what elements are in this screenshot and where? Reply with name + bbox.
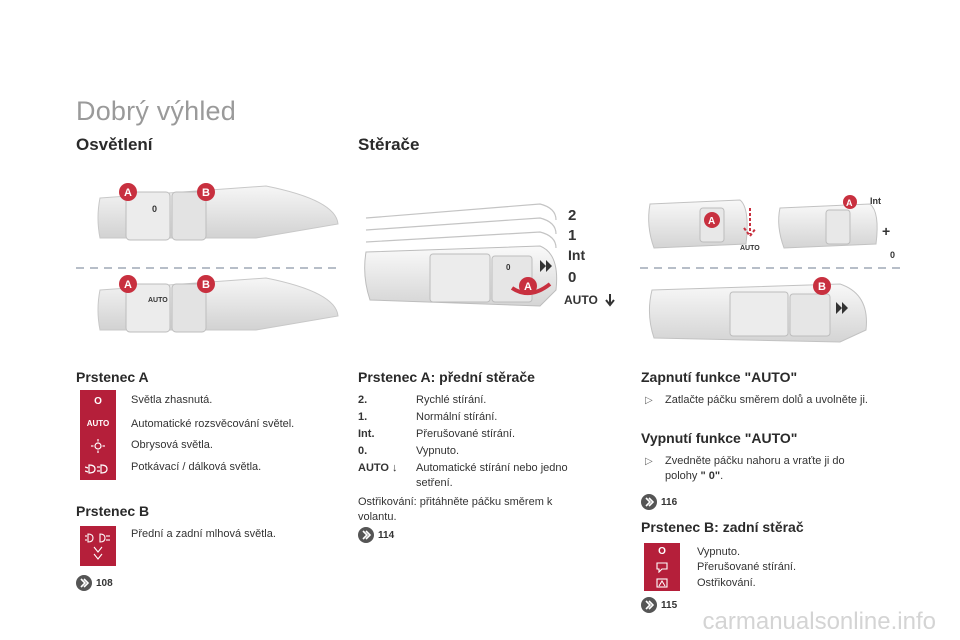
rear-intermittent-text: Přerušované stírání. bbox=[697, 561, 797, 573]
auto-on-instruction: ▷ Zatlačte páčku směrem dolů a uvolněte ji. bbox=[645, 394, 868, 406]
ring-b-icon-column bbox=[80, 526, 116, 566]
ring-b-heading: Prstenec B bbox=[76, 503, 150, 519]
auto-stalk-figure bbox=[640, 190, 902, 350]
ring-b-fog-text: Přední a zadní mlhová světla. bbox=[131, 528, 276, 540]
svg-text:0: 0 bbox=[506, 263, 511, 272]
bullet-icon: ▷ bbox=[645, 456, 653, 467]
svg-text:AUTO: AUTO bbox=[740, 245, 760, 252]
position-1-label: 1 bbox=[568, 227, 577, 244]
ring-a-heading: Prstenec A bbox=[76, 369, 149, 385]
svg-text:A: A bbox=[124, 187, 132, 199]
lighting-stalk-figure bbox=[76, 178, 340, 348]
washer-icon bbox=[644, 575, 680, 591]
auto-on-heading: Zapnutí funkce "AUTO" bbox=[641, 369, 798, 385]
auto-off-heading: Vypnutí funkce "AUTO" bbox=[641, 430, 798, 446]
zero-mark: 0 bbox=[152, 204, 158, 214]
svg-text:A: A bbox=[124, 279, 132, 291]
wiper-row: 1. Normální stírání. bbox=[358, 411, 498, 423]
page-link-icon bbox=[641, 597, 657, 613]
auto-icon: AUTO bbox=[86, 419, 110, 429]
wiper-stalk-figure bbox=[360, 190, 622, 322]
auto-off-instruction: ▷ Zvedněte páčku nahoru a vraťte ji do polohy " 0". bbox=[645, 455, 845, 482]
page-ref-108[interactable]: 108 bbox=[76, 575, 113, 591]
page-link-icon bbox=[641, 494, 657, 510]
rear-washer-text: Ostřikování. bbox=[697, 577, 756, 589]
svg-text:+: + bbox=[882, 223, 891, 239]
washing-instruction: Ostřikování: přitáhněte páčku směrem k volantu. bbox=[358, 496, 553, 523]
sidelights-icon bbox=[80, 435, 116, 458]
off-icon: O bbox=[658, 545, 666, 557]
rear-wiper-heading: Prstenec B: zadní stěrač bbox=[641, 519, 804, 535]
svg-text:A: A bbox=[708, 216, 716, 227]
wiper-row: 0. Vypnuto. bbox=[358, 445, 460, 457]
page-link-icon bbox=[76, 575, 92, 591]
page-ref-114[interactable]: 114 bbox=[358, 527, 394, 543]
front-wipers-heading: Prstenec A: přední stěrače bbox=[358, 369, 535, 385]
page-ref-115[interactable]: 115 bbox=[641, 597, 677, 613]
position-int-label: Int bbox=[568, 247, 586, 263]
dipped-main-beam-icon bbox=[80, 458, 116, 481]
rear-off-text: Vypnuto. bbox=[697, 546, 741, 558]
bullet-icon: ▷ bbox=[645, 395, 653, 406]
off-icon: O bbox=[94, 395, 102, 407]
svg-text:Int: Int bbox=[870, 196, 881, 206]
position-2-label: 2 bbox=[568, 207, 577, 224]
ring-a-sidelights-text: Obrysová světla. bbox=[131, 439, 213, 451]
ring-a-icon-column bbox=[80, 390, 116, 480]
lighting-heading: Osvětlení bbox=[76, 135, 153, 154]
fog-lights-icon bbox=[80, 526, 116, 566]
wipers-heading: Stěrače bbox=[358, 135, 420, 154]
page-link-icon bbox=[358, 527, 374, 543]
page-ref-116[interactable]: 116 bbox=[641, 494, 677, 510]
wiper-row: Int. Přerušované stírání. bbox=[358, 428, 516, 440]
position-0-label: 0 bbox=[568, 269, 577, 286]
page-title: Dobrý výhled bbox=[76, 96, 236, 126]
ring-a-beam-text: Potkávací / dálková světla. bbox=[131, 461, 262, 473]
front-wiper-positions bbox=[358, 393, 598, 525]
auto-mark: AUTO bbox=[148, 297, 168, 304]
rear-wiper-icon-column bbox=[644, 543, 680, 591]
watermark: carmanualsonline.info bbox=[702, 608, 936, 635]
down-arrow-icon bbox=[606, 294, 614, 305]
svg-text:A: A bbox=[846, 198, 853, 208]
ring-a-off-text: Světla zhasnutá. bbox=[131, 394, 213, 406]
svg-text:0: 0 bbox=[890, 250, 896, 260]
wiper-row: 2. Rychlé stírání. bbox=[358, 394, 487, 406]
svg-text:A: A bbox=[524, 281, 532, 293]
ring-a-auto-text: Automatické rozsvěcování světel. bbox=[131, 418, 295, 430]
position-auto-label: AUTO bbox=[564, 293, 598, 307]
svg-text:B: B bbox=[202, 279, 210, 291]
wiper-row: AUTO ↓ Automatické stírání nebo jedno setření. bbox=[358, 462, 568, 489]
svg-text:B: B bbox=[818, 281, 826, 293]
intermittent-wipe-icon bbox=[644, 559, 680, 575]
svg-text:B: B bbox=[202, 187, 210, 199]
